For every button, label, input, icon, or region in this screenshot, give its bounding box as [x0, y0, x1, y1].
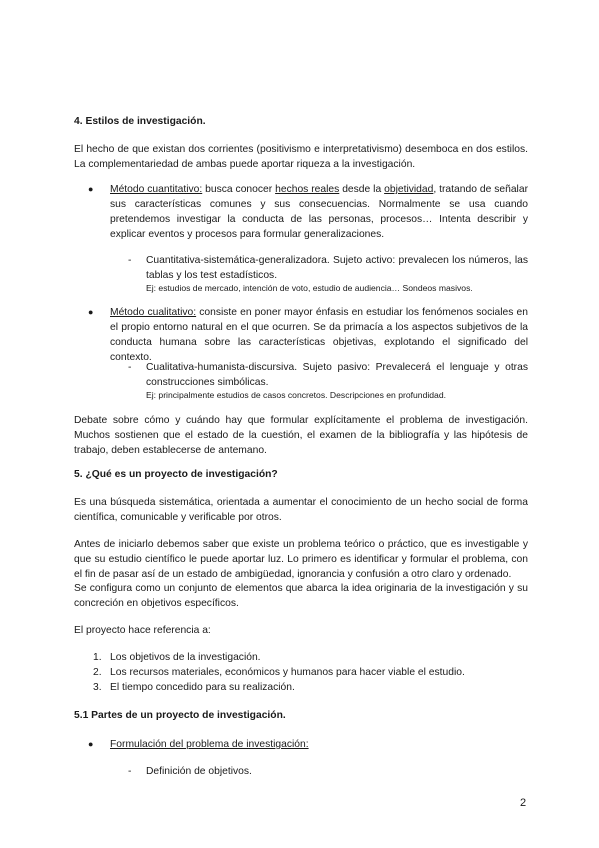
- sub-item-cualitativa: [128, 360, 528, 390]
- bullet-marker: ●: [88, 184, 94, 194]
- term-metodo-cuantitativo: Método cuantitativo:: [110, 184, 203, 195]
- bullet-marker: ●: [88, 739, 94, 749]
- dash-marker: -: [128, 766, 132, 777]
- example-cualitativa: Ej: principalmente estudios de casos concretos. Descripciones en profundidad.: [146, 390, 446, 400]
- bullet-formulacion: [88, 737, 528, 752]
- section-5-heading: 5. ¿Qué es un proyecto de investigación?: [74, 469, 278, 480]
- sub-text: Definición de objetivos.: [146, 766, 252, 777]
- underlined-hechos-reales: hechos reales: [275, 184, 340, 195]
- list-text: Los recursos materiales, económicos y humanos para hacer viable el estudio.: [110, 667, 465, 678]
- term-formulacion: Formulación del problema de investigación:: [110, 739, 309, 750]
- section-5-paragraph-1: Es una búsqueda sistemática, orientada a aumentar el conocimiento de un hecho social de forma científica, comunicable y verificable por otros.: [74, 497, 528, 523]
- text: busca conocer: [202, 184, 276, 195]
- section-4-heading: 4. Estilos de investigación.: [74, 116, 206, 127]
- section-5-1-heading: 5.1 Partes de un proyecto de investigación.: [74, 710, 286, 721]
- sub-item-cuantitativa: [128, 253, 528, 283]
- debate-paragraph: Debate sobre cómo y cuándo hay que formular explícitamente el problema de investigación. Muchos sostienen que el estado de la cuestión, el examen de la bibliografía y las hipótesis de trabajo, deben establecerse de antemano.: [74, 415, 528, 456]
- term-metodo-cualitativo: Método cualitativo:: [110, 307, 197, 318]
- page-number: 2: [520, 797, 527, 809]
- text: , tratando de señalar sus características comunes y sus consecuencias. Normalmente se usa cuando pretendemos investigar la conducta de las personas, procesos… Intenta describir y explicar eventos y procesos para formular generalizaciones.: [110, 184, 528, 240]
- list-item: [93, 680, 528, 695]
- sub-item-definicion: [128, 764, 528, 779]
- section-5-paragraph-2: Antes de iniciarlo debemos saber que existe un problema teórico o práctico, que es investigable y que su estudio científico le puede aportar luz. Lo primero es identificar y formular el problema, con el fin de pasar así de un estado de ambigüedad, ignorancia y confusión a otro claro y ordenado.: [74, 539, 528, 580]
- list-text: El tiempo concedido para su realización.: [110, 682, 295, 693]
- underlined-objetividad: objetividad: [384, 184, 434, 195]
- example-cuantitativa: Ej: estudios de mercado, intención de voto, estudio de audiencia… Sondeos masivos.: [146, 283, 473, 293]
- section-5-paragraph-3: Se configura como un conjunto de elementos que abarca la idea originaria de la investigación y su concreción en objetivos específicos.: [74, 583, 528, 609]
- bullet-metodo-cualitativo: [88, 305, 528, 365]
- list-item: [93, 650, 528, 665]
- dash-marker: -: [128, 362, 132, 373]
- text: consiste en poner mayor énfasis en estudiar los fenómenos sociales en el propio entorno natural en el que ocurren. Se da primacía a los aspectos subjetivos de la conducta humana sobre las características objetivas, explotando el significado del contexto.: [110, 307, 528, 363]
- sub-text: Cualitativa-humanista-discursiva. Sujeto pasivo: Prevalecerá el lenguaje y otras construcciones simbólicas.: [146, 362, 528, 388]
- section-5-paragraph-4: El proyecto hace referencia a:: [74, 625, 211, 636]
- bullet-metodo-cuantitativo: [88, 182, 528, 242]
- bullet-marker: ●: [88, 307, 94, 317]
- text: desde la: [339, 184, 385, 195]
- sub-text: Cuantitativa-sistemática-generalizadora. Sujeto activo: prevalecen los números, las tablas y los test estadísticos.: [146, 255, 528, 281]
- list-number: 2.: [93, 667, 102, 678]
- section-4-intro: El hecho de que existan dos corrientes (positivismo e interpretativismo) desemboca en dos estilos. La complementariedad de ambas puede aportar riqueza a la investigación.: [74, 144, 528, 170]
- list-item: [93, 665, 528, 680]
- list-text: Los objetivos de la investigación.: [110, 652, 261, 663]
- list-number: 3.: [93, 682, 102, 693]
- list-number: 1.: [93, 652, 102, 663]
- dash-marker: -: [128, 255, 132, 266]
